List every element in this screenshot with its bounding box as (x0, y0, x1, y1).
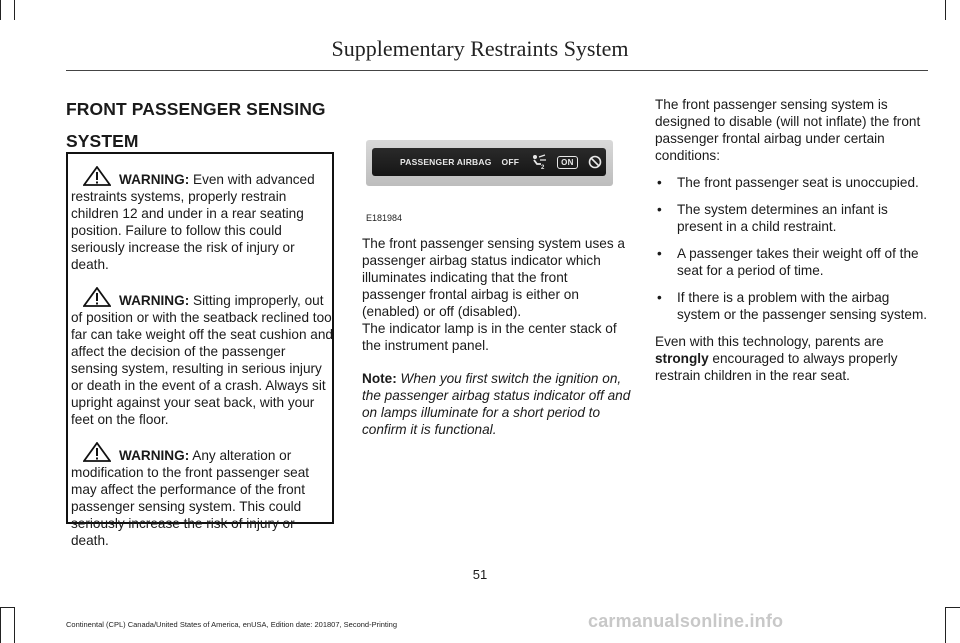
note-text: When you first switch the ignition on, the passenger airbag status indicator off and on lamps illuminate for a short period to confirm it is functional. (362, 371, 631, 437)
list-item-text: A passenger takes their weight off of the seat for a period of time. (677, 246, 919, 278)
list-item-text: If there is a problem with the airbag system or the passenger sensing system. (677, 290, 928, 322)
footer-edition: Continental (CPL) Canada/United States of America, enUSA, Edition date: 201807, Second-Printing (66, 620, 398, 629)
bullet-icon: • (657, 290, 662, 305)
airbag-seat-icon (529, 154, 547, 170)
watermark: carmanualsonline.info (588, 611, 784, 631)
paragraph-location: The indicator lamp is in the center stack of the instrument panel. (362, 321, 617, 353)
warning-label: WARNING: (119, 172, 190, 187)
image-code: E181984 (366, 213, 403, 223)
warning-text: Even with advanced restraints systems, properly restrain children 12 and under in a rear seating position. Failure to follow this could seriously increase the risk of injury or death. (71, 172, 315, 272)
right-column (655, 96, 930, 384)
warning-text: Any alteration or modification to the front passenger seat may affect the performance of the front passenger sensing system. This could seriously increase the risk of injury or death. (71, 448, 310, 548)
list-item (655, 201, 930, 235)
list-item (655, 174, 930, 191)
bullet-icon: • (657, 175, 662, 190)
section-title-line2: SYSTEM (66, 131, 139, 151)
passenger-airbag-indicator-image (366, 140, 613, 186)
warning-2 (71, 287, 333, 428)
page-number: 51 (472, 567, 488, 582)
warning-label: WARNING: (119, 448, 190, 463)
crop-mark (0, 607, 14, 608)
warning-triangle-icon (83, 166, 111, 186)
bullet-icon: • (657, 202, 662, 217)
conditions-list (655, 174, 930, 323)
indicator-display (372, 148, 606, 176)
list-item-text: The front passenger seat is unoccupied. (677, 175, 919, 190)
passenger-airbag-label: PASSENGER AIRBAG (400, 157, 492, 167)
list-item (655, 245, 930, 279)
note-paragraph (362, 370, 634, 438)
prohibited-icon (588, 155, 602, 169)
crop-mark (14, 607, 15, 643)
crop-mark (945, 0, 946, 20)
warning-3 (71, 442, 333, 549)
page-header-title: Supplementary Restraints System (331, 36, 629, 61)
svg-text:2: 2 (541, 165, 545, 170)
crop-mark (945, 607, 960, 608)
on-badge: ON (557, 156, 577, 169)
warning-text: Sitting improperly, out of position or with the seatback reclined too far can take weight off the seat cushion and affect the decision of the passenger sensing system, resulting in serious injury or death in the event of a crash. Always sit upright against your seat back, with your feet on the floor. (71, 293, 333, 427)
warning-triangle-icon (83, 442, 111, 462)
closing-emphasis: strongly (655, 351, 709, 366)
note-label: Note: (362, 371, 397, 386)
crop-mark (945, 607, 946, 643)
crop-mark (14, 0, 15, 20)
closing-text: Even with this technology, parents are (655, 334, 884, 349)
off-label: OFF (501, 157, 520, 167)
paragraph-indicator: The front passenger sensing system uses a passenger airbag status indicator which illuminates indicating that the front passenger frontal airbag is either on (enabled) or off (disabled). (362, 236, 625, 319)
header-divider (66, 70, 928, 71)
section-title-line1: FRONT PASSENGER SENSING (66, 99, 326, 119)
list-item (655, 289, 930, 323)
warning-triangle-icon (83, 287, 111, 307)
warning-box (66, 152, 334, 548)
crop-mark (0, 607, 1, 643)
closing-paragraph (655, 333, 930, 384)
bullet-icon: • (657, 246, 662, 261)
conditions-intro: The front passenger sensing system is designed to disable (will not inflate) the front passenger frontal airbag under certain conditions: (655, 97, 921, 163)
closing-text-end: encouraged to always properly restrain children in the rear seat. (655, 351, 898, 383)
warning-label: WARNING: (119, 293, 190, 308)
section-heading (66, 96, 336, 154)
list-item-text: The system determines an infant is present in a child restraint. (677, 202, 888, 234)
crop-mark (0, 0, 1, 20)
warning-1 (71, 166, 333, 273)
